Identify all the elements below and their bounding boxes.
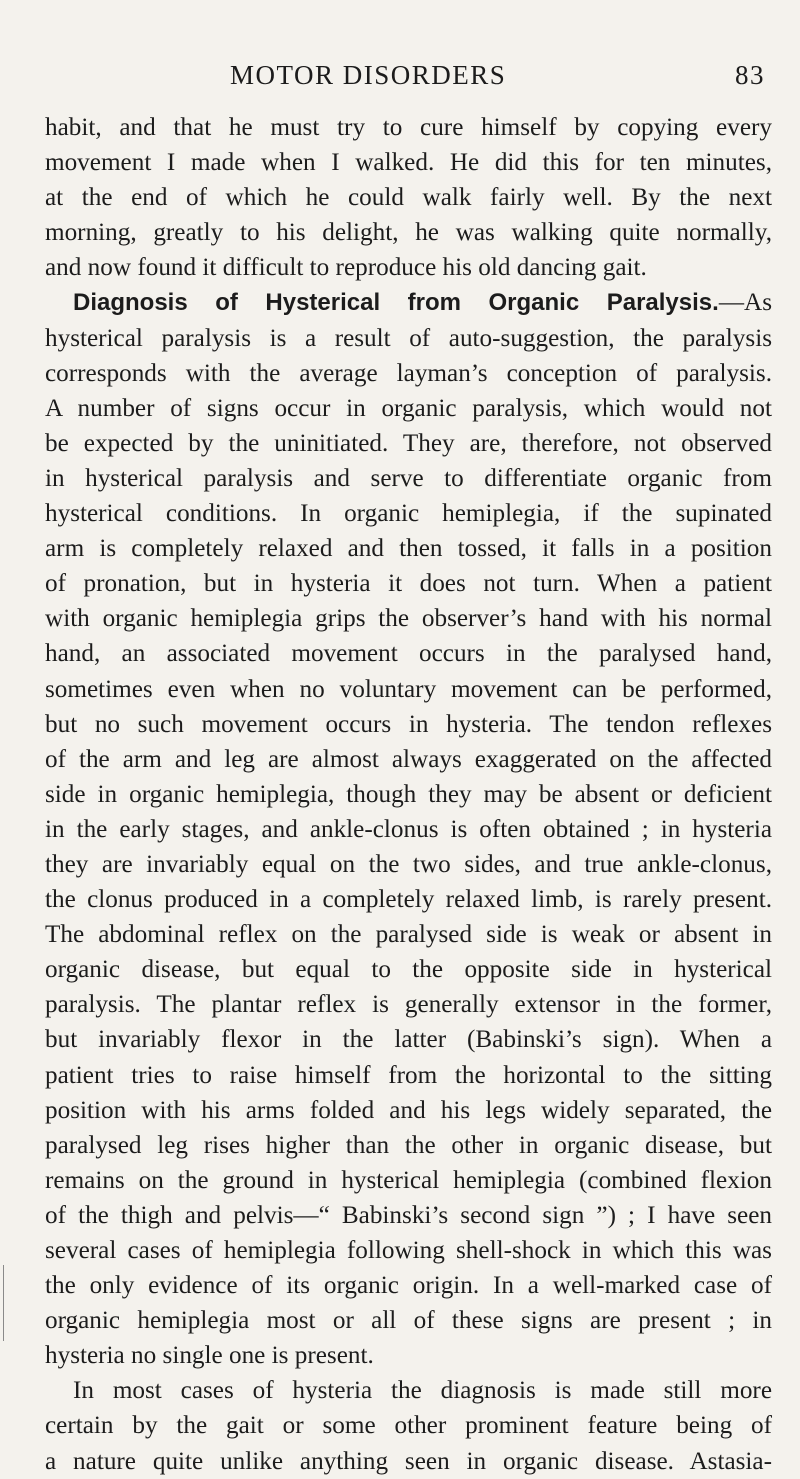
section-diagnosis bbox=[45, 285, 772, 1373]
text-line: they are invariably equal on the two sides, and true ankle-clonus, bbox=[45, 850, 772, 878]
text-line: position with his arms folded and his legs widely separated, the bbox=[45, 1096, 772, 1124]
text-line: the only evidence of its organic origin. In a well-marked case of bbox=[45, 1272, 772, 1300]
text-line: In most cases of hysteria the diagnosis is made still more bbox=[73, 1377, 772, 1405]
text-line: at the end of which he could walk fairly well. By the next bbox=[45, 184, 772, 212]
page-edge-mark bbox=[3, 1265, 4, 1341]
text-line: with organic hemiplegia grips the observer’s hand with his normal bbox=[45, 605, 772, 633]
text-line: but invariably flexor in the latter (Babinski’s sign). When a bbox=[45, 1026, 772, 1054]
text-line: remains on the ground in hysterical hemiplegia (combined flexion bbox=[45, 1166, 772, 1194]
text-line: sometimes even when no voluntary movement can be performed, bbox=[45, 675, 772, 703]
text-line: A number of signs occur in organic paralysis, which would not bbox=[45, 394, 772, 422]
text-line: corresponds with the average layman’s conception of paralysis. bbox=[45, 359, 772, 387]
text-line: be expected by the uninitiated. They are, therefore, not observed bbox=[45, 429, 772, 457]
text-line: hand, an associated movement occurs in the paralysed hand, bbox=[45, 640, 772, 668]
text-line: movement I made when I walked. He did this for ten minutes, bbox=[45, 149, 772, 177]
text-line: of pronation, but in hysteria it does not turn. When a patient bbox=[45, 570, 772, 598]
text-fragment: —As bbox=[718, 289, 772, 317]
text-line: paralysed leg rises higher than the other in organic disease, but bbox=[45, 1131, 772, 1159]
text-line: habit, and that he must try to cure himself by copying every bbox=[45, 114, 772, 141]
paragraph-continuation bbox=[45, 110, 772, 285]
text-line: paralysis. The plantar reflex is generally extensor in the former, bbox=[45, 991, 772, 1019]
text-line: and now found it difficult to reproduce his old dancing gait. bbox=[45, 254, 647, 282]
text-line: hysteria no single one is present. bbox=[45, 1342, 374, 1370]
text-line: organic hemiplegia most or all of these signs are present ; in bbox=[45, 1307, 772, 1335]
text-line: hysterical conditions. In organic hemiplegia, if the supinated bbox=[45, 500, 772, 528]
text-line: of the thigh and pelvis—“ Babinski’s second sign ”) ; I have seen bbox=[45, 1201, 772, 1229]
text-line: the clonus produced in a completely relaxed limb, is rarely present. bbox=[45, 886, 772, 914]
section-heading: Diagnosis of Hysterical from Organic Paralysis. bbox=[73, 289, 719, 317]
text-line: organic disease, but equal to the opposite side in hysterical bbox=[45, 956, 772, 984]
text-line: arm is completely relaxed and then tossed, it falls in a position bbox=[45, 535, 772, 563]
text-line: but no such movement occurs in hysteria. The tendon reflexes bbox=[45, 710, 772, 738]
paragraph-astasia bbox=[45, 1373, 772, 1478]
running-header bbox=[230, 60, 765, 94]
text-line: certain by the gait or some other prominent feature being of bbox=[45, 1412, 772, 1440]
text-line: of the arm and leg are almost always exaggerated on the affected bbox=[45, 745, 772, 773]
text-line: in hysterical paralysis and serve to differentiate organic from bbox=[45, 464, 772, 492]
text-line: in the early stages, and ankle-clonus is often obtained ; in hysteria bbox=[45, 815, 772, 843]
text-line: patient tries to raise himself from the horizontal to the sitting bbox=[45, 1061, 772, 1089]
running-title: MOTOR DISORDERS bbox=[230, 60, 507, 90]
text-line: The abdominal reflex on the paralysed side is weak or absent in bbox=[45, 921, 772, 949]
page-number: 83 bbox=[735, 60, 765, 90]
text-line: morning, greatly to his delight, he was walking quite normally, bbox=[45, 219, 772, 247]
section-first-line bbox=[45, 285, 772, 320]
text-line: hysterical paralysis is a result of auto-suggestion, the paralysis bbox=[45, 324, 772, 352]
text-line: a nature quite unlike anything seen in organic disease. Astasia- bbox=[45, 1447, 772, 1475]
text-line: side in organic hemiplegia, though they may be absent or deficient bbox=[45, 780, 772, 808]
text-line: several cases of hemiplegia following shell-shock in which this was bbox=[45, 1237, 772, 1264]
page-body bbox=[45, 110, 772, 1479]
